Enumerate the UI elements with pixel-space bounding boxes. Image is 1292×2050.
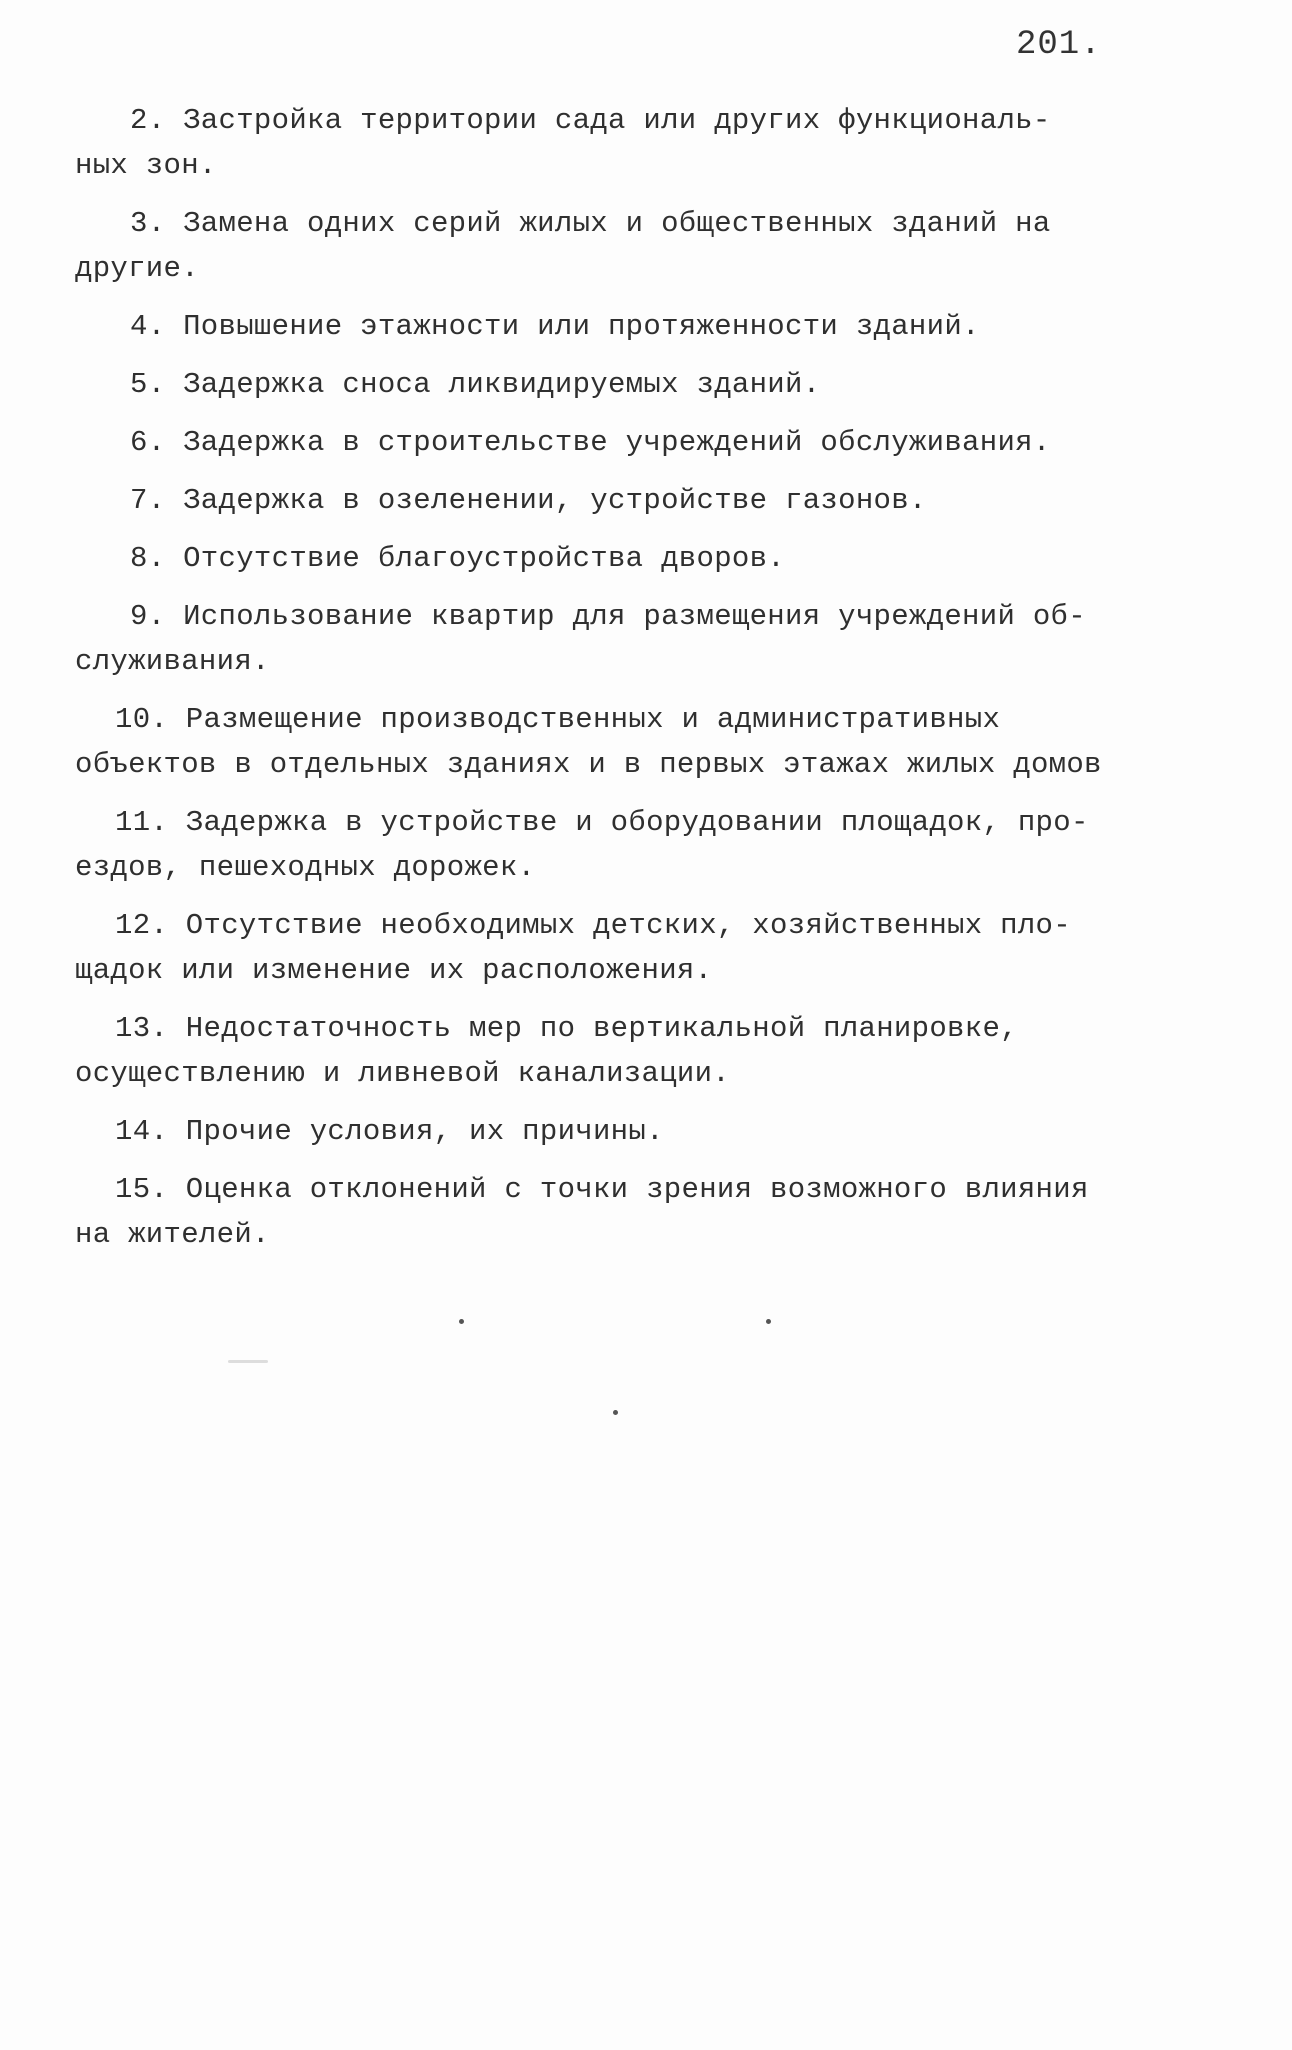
list-item [75, 98, 1225, 188]
list-item [75, 1006, 1225, 1096]
item-line: 13. Недостаточность мер по вертикальной планировке, [115, 1012, 1018, 1045]
item-line: 3. Замена одних серий жилых и общественных зданий на [130, 207, 1051, 240]
list-item [75, 1109, 1225, 1154]
item-line: 12. Отсутствие необходимых детских, хозяйственных пло- [115, 909, 1071, 942]
item-line: на жителей. [75, 1218, 270, 1251]
paper-smudge [228, 1360, 268, 1363]
item-line: осуществлению и ливневой канализации. [75, 1057, 731, 1090]
list-item [75, 903, 1225, 993]
item-line: 7. Задержка в озеленении, устройстве газонов. [130, 484, 927, 517]
list-item [75, 201, 1225, 291]
item-line: ездов, пешеходных дорожек. [75, 851, 536, 884]
item-line: 14. Прочие условия, их причины. [115, 1115, 664, 1148]
item-line: 4. Повышение этажности или протяженности зданий. [130, 310, 980, 343]
item-line: 8. Отсутствие благоустройства дворов. [130, 542, 786, 575]
list-item [75, 362, 1225, 407]
item-line: 10. Размещение производственных и административных [115, 703, 1001, 736]
item-line: 9. Использование квартир для размещения учреждений об- [130, 600, 1086, 633]
item-line: 2. Застройка территории сада или других функциональ- [130, 104, 1051, 137]
list-item [75, 478, 1225, 523]
item-line: 6. Задержка в строительстве учреждений обслуживания. [130, 426, 1051, 459]
item-list [75, 98, 1225, 1270]
ink-speck [459, 1319, 464, 1324]
item-line: 11. Задержка в устройстве и оборудовании площадок, про- [115, 806, 1089, 839]
item-line: другие. [75, 252, 199, 285]
page-number: 201. [1016, 26, 1102, 64]
ink-speck [613, 1410, 618, 1415]
list-item [75, 420, 1225, 465]
list-item [75, 1167, 1225, 1257]
list-item [75, 536, 1225, 581]
item-line: служивания. [75, 645, 270, 678]
list-item [75, 697, 1225, 787]
item-line: 5. Задержка сноса ликвидируемых зданий. [130, 368, 821, 401]
item-line: 15. Оценка отклонений с точки зрения возможного влияния [115, 1173, 1089, 1206]
item-line: объектов в отдельных зданиях и в первых этажах жилых домов [75, 748, 1102, 781]
ink-speck [766, 1319, 771, 1324]
list-item [75, 800, 1225, 890]
item-line: ных зон. [75, 149, 217, 182]
item-line: щадок или изменение их расположения. [75, 954, 713, 987]
list-item [75, 594, 1225, 684]
list-item [75, 304, 1225, 349]
